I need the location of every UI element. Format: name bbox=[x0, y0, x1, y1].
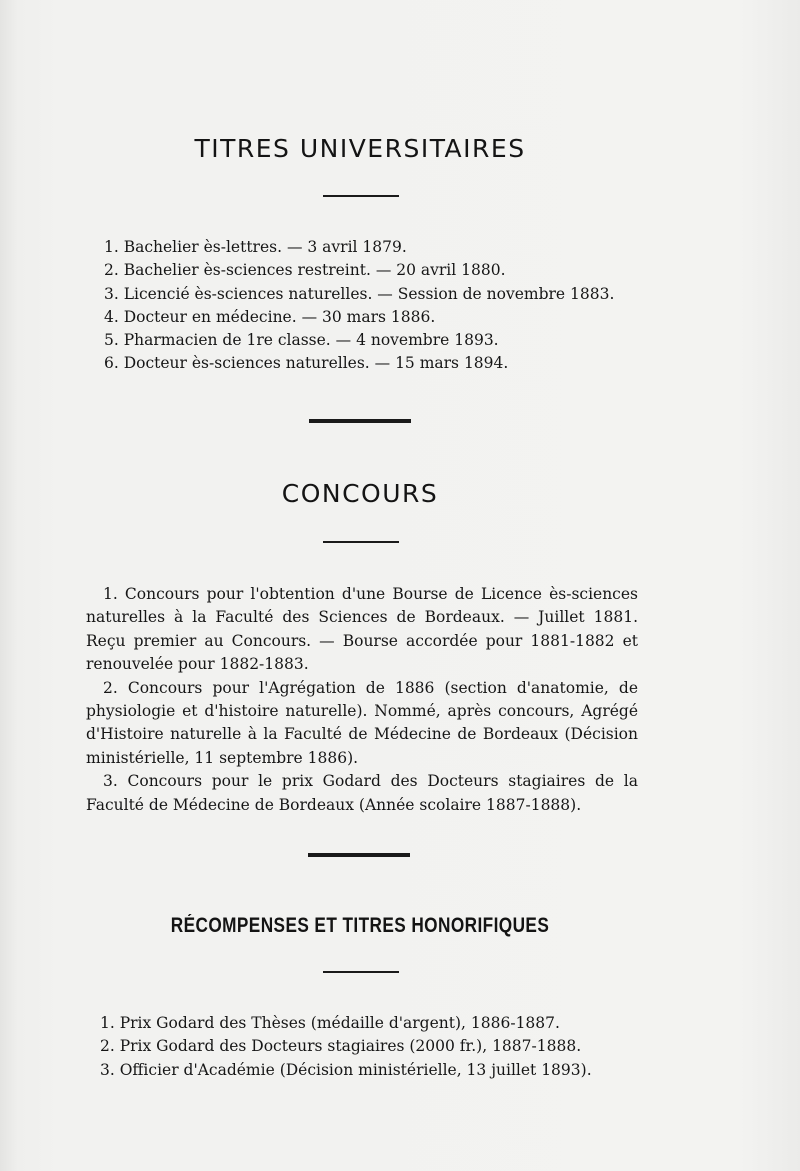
titres-list bbox=[104, 236, 614, 376]
list-item: 4. Docteur en médecine. — 30 mars 1886. bbox=[104, 307, 436, 326]
heading-concours: CONCOURS bbox=[281, 479, 439, 508]
list-item: 3. Licencié ès-sciences naturelles. — Session de novembre 1883. bbox=[104, 284, 615, 303]
concours-paragraph-3: 3. Concours pour le prix Godard des Docteurs stagiaires de la Faculté de Médecine de Bordeaux (Année scolaire 1887-1888). bbox=[86, 772, 638, 814]
list-item: 1. Prix Godard des Thèses (médaille d'argent), 1886-1887. bbox=[100, 1014, 560, 1032]
concours-paragraph-2: 2. Concours pour l'Agrégation de 1886 (section d'anatomie, de physiologie et d'histoire naturelle). Nommé, après concours, Agrégé d'Histoire naturelle à la Faculté de Médecine de Bordeaux (Décision ministérielle, 11 septembre 1886). bbox=[86, 678, 638, 767]
list-item: 6. Docteur ès-sciences naturelles. — 15 mars 1894. bbox=[104, 354, 509, 373]
heading-recompenses: RÉCOMPENSES ET TITRES HONORIFIQUES bbox=[170, 914, 550, 937]
rule-thin-3 bbox=[323, 971, 399, 973]
list-item: 5. Pharmacien de 1re classe. — 4 novembre 1893. bbox=[104, 331, 499, 350]
rule-thick-1 bbox=[309, 419, 411, 423]
list-item: 2. Prix Godard des Docteurs stagiaires (2000 fr.), 1887-1888. bbox=[100, 1037, 582, 1056]
list-item: 1. Bachelier ès-lettres. — 3 avril 1879. bbox=[104, 238, 407, 256]
concours-paragraphs bbox=[86, 583, 638, 817]
concours-paragraph-1: 1. Concours pour l'obtention d'une Bourse de Licence ès-sciences naturelles à la Faculté des Sciences de Bordeaux. — Juillet 1881. Reçu premier au Concours. — Bourse accordée pour 1881-1882 et renouvelée pour 1882-1883. bbox=[86, 585, 638, 674]
rule-thin-2 bbox=[323, 541, 399, 543]
rule-thin-1 bbox=[323, 195, 399, 197]
rule-thick-2 bbox=[308, 853, 410, 857]
heading-titres-universitaires: TITRES UNIVERSITAIRES bbox=[194, 134, 526, 163]
recompenses-list bbox=[100, 1012, 592, 1082]
list-item: 3. Officier d'Académie (Décision ministérielle, 13 juillet 1893). bbox=[100, 1060, 592, 1079]
list-item: 2. Bachelier ès-sciences restreint. — 20 avril 1880. bbox=[104, 261, 506, 280]
